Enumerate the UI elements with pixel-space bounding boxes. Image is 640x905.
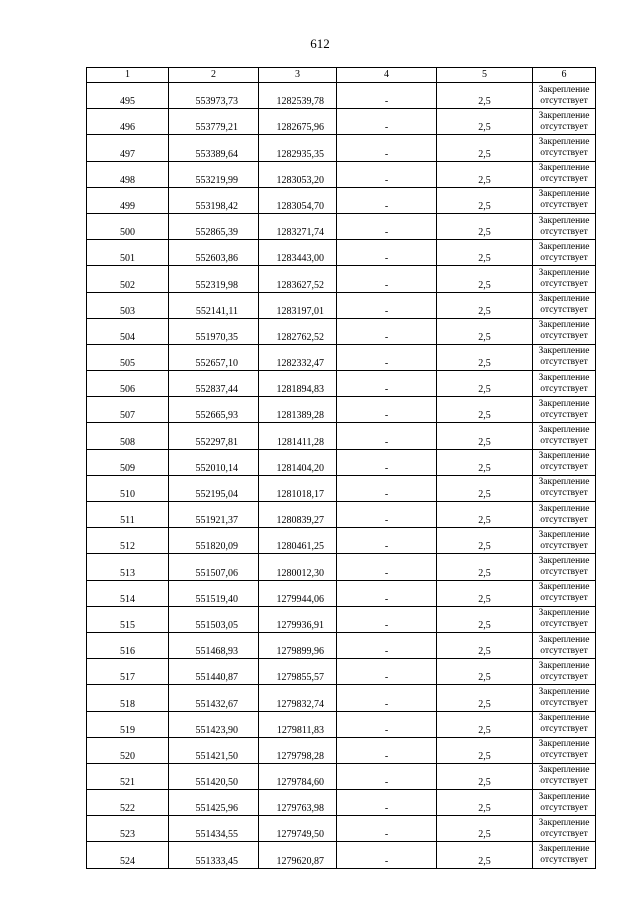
fixation-status-line-2: отсутствует <box>540 95 588 106</box>
y-coordinate: 1279811,83 <box>259 711 337 737</box>
point-number: 498 <box>87 161 169 187</box>
fixation-status-line-2: отсутствует <box>540 488 588 499</box>
point-number: 504 <box>87 318 169 344</box>
fixation-status <box>533 502 596 528</box>
y-coordinate: 1281018,17 <box>259 475 337 501</box>
accuracy-value: 2,5 <box>437 502 533 528</box>
y-coordinate: 1279784,60 <box>259 763 337 789</box>
col-4-value: - <box>337 842 437 868</box>
accuracy-value: 2,5 <box>437 109 533 135</box>
table-header-row <box>87 68 596 83</box>
x-coordinate: 551432,67 <box>169 685 259 711</box>
fixation-status-line-2: отсутствует <box>540 278 588 289</box>
accuracy-value: 2,5 <box>437 685 533 711</box>
fixation-status-line-1: Закрепление <box>538 294 590 305</box>
fixation-status-line-1: Закрепление <box>538 713 590 724</box>
table-row <box>87 580 596 606</box>
fixation-status-line-1: Закрепление <box>538 163 590 174</box>
accuracy-value: 2,5 <box>437 449 533 475</box>
point-number: 512 <box>87 528 169 554</box>
fixation-status-line-1: Закрепление <box>538 686 590 697</box>
y-coordinate: 1283197,01 <box>259 292 337 318</box>
point-number: 497 <box>87 135 169 161</box>
col-4-value: - <box>337 423 437 449</box>
y-coordinate: 1283054,70 <box>259 187 337 213</box>
fixation-status <box>533 161 596 187</box>
accuracy-value: 2,5 <box>437 475 533 501</box>
x-coordinate: 552297,81 <box>169 423 259 449</box>
point-number: 524 <box>87 842 169 868</box>
fixation-status-line-1: Закрепление <box>538 634 590 645</box>
fixation-status <box>533 685 596 711</box>
fixation-status-line-2: отсутствует <box>540 436 588 447</box>
fixation-status-line-1: Закрепление <box>538 110 590 121</box>
col-4-value: - <box>337 606 437 632</box>
fixation-status-line-1: Закрепление <box>538 477 590 488</box>
col-4-value: - <box>337 711 437 737</box>
col-4-value: - <box>337 397 437 423</box>
y-coordinate: 1281389,28 <box>259 397 337 423</box>
fixation-status <box>533 213 596 239</box>
fixation-status-line-2: отсутствует <box>540 724 588 735</box>
fixation-status-line-2: отсутствует <box>540 566 588 577</box>
accuracy-value: 2,5 <box>437 816 533 842</box>
accuracy-value: 2,5 <box>437 240 533 266</box>
table-row <box>87 737 596 763</box>
fixation-status-line-1: Закрепление <box>538 555 590 566</box>
fixation-status-line-1: Закрепление <box>538 267 590 278</box>
column-header-5: 5 <box>437 68 533 83</box>
fixation-status <box>533 737 596 763</box>
accuracy-value: 2,5 <box>437 580 533 606</box>
x-coordinate: 552195,04 <box>169 475 259 501</box>
table-row <box>87 344 596 370</box>
point-number: 496 <box>87 109 169 135</box>
accuracy-value: 2,5 <box>437 213 533 239</box>
point-number: 518 <box>87 685 169 711</box>
x-coordinate: 551507,06 <box>169 554 259 580</box>
table-row <box>87 109 596 135</box>
fixation-status-line-1: Закрепление <box>538 451 590 462</box>
fixation-status <box>533 423 596 449</box>
col-4-value: - <box>337 213 437 239</box>
table-row <box>87 842 596 868</box>
column-header-3: 3 <box>259 68 337 83</box>
point-number: 507 <box>87 397 169 423</box>
y-coordinate: 1283443,00 <box>259 240 337 266</box>
y-coordinate: 1281404,20 <box>259 449 337 475</box>
fixation-status-line-2: отсутствует <box>540 147 588 158</box>
fixation-status-line-2: отсутствует <box>540 409 588 420</box>
fixation-status-line-2: отсутствует <box>540 697 588 708</box>
point-number: 495 <box>87 83 169 109</box>
fixation-status-line-2: отсутствует <box>540 383 588 394</box>
x-coordinate: 552865,39 <box>169 213 259 239</box>
fixation-status <box>533 554 596 580</box>
accuracy-value: 2,5 <box>437 318 533 344</box>
accuracy-value: 2,5 <box>437 842 533 868</box>
fixation-status-line-1: Закрепление <box>538 136 590 147</box>
table-row <box>87 423 596 449</box>
point-number: 500 <box>87 213 169 239</box>
x-coordinate: 553219,99 <box>169 161 259 187</box>
table-row <box>87 187 596 213</box>
fixation-status-line-2: отсутствует <box>540 828 588 839</box>
col-4-value: - <box>337 266 437 292</box>
col-4-value: - <box>337 187 437 213</box>
y-coordinate: 1281894,83 <box>259 371 337 397</box>
fixation-status <box>533 606 596 632</box>
y-coordinate: 1283271,74 <box>259 213 337 239</box>
fixation-status-line-2: отсутствует <box>540 802 588 813</box>
table-row <box>87 502 596 528</box>
accuracy-value: 2,5 <box>437 632 533 658</box>
fixation-status-line-2: отсутствует <box>540 252 588 263</box>
fixation-status-line-1: Закрепление <box>538 503 590 514</box>
fixation-status-line-1: Закрепление <box>538 844 590 855</box>
table-row <box>87 266 596 292</box>
y-coordinate: 1279936,91 <box>259 606 337 632</box>
fixation-status <box>533 344 596 370</box>
fixation-status <box>533 528 596 554</box>
accuracy-value: 2,5 <box>437 606 533 632</box>
fixation-status-line-1: Закрепление <box>538 791 590 802</box>
x-coordinate: 552603,86 <box>169 240 259 266</box>
x-coordinate: 551519,40 <box>169 580 259 606</box>
point-number: 516 <box>87 632 169 658</box>
column-header-1: 1 <box>87 68 169 83</box>
point-number: 502 <box>87 266 169 292</box>
x-coordinate: 551423,90 <box>169 711 259 737</box>
fixation-status-line-2: отсутствует <box>540 226 588 237</box>
fixation-status-line-1: Закрепление <box>538 189 590 200</box>
table-row <box>87 554 596 580</box>
fixation-status-line-2: отсутствует <box>540 357 588 368</box>
accuracy-value: 2,5 <box>437 790 533 816</box>
point-number: 520 <box>87 737 169 763</box>
point-number: 501 <box>87 240 169 266</box>
point-number: 503 <box>87 292 169 318</box>
col-4-value: - <box>337 763 437 789</box>
page-number: 612 <box>310 36 330 51</box>
fixation-status <box>533 187 596 213</box>
fixation-status-line-2: отсутствует <box>540 671 588 682</box>
fixation-status-line-2: отсутствует <box>540 855 588 866</box>
table-row <box>87 816 596 842</box>
fixation-status-line-2: отсутствует <box>540 750 588 761</box>
col-4-value: - <box>337 632 437 658</box>
table-row <box>87 397 596 423</box>
fixation-status-line-2: отсутствует <box>540 776 588 787</box>
point-number: 517 <box>87 659 169 685</box>
table-row <box>87 318 596 344</box>
fixation-status-line-2: отсутствует <box>540 462 588 473</box>
col-4-value: - <box>337 371 437 397</box>
col-4-value: - <box>337 528 437 554</box>
fixation-status-line-1: Закрепление <box>538 398 590 409</box>
y-coordinate: 1282675,96 <box>259 109 337 135</box>
x-coordinate: 551468,93 <box>169 632 259 658</box>
y-coordinate: 1283627,52 <box>259 266 337 292</box>
fixation-status-line-1: Закрепление <box>538 529 590 540</box>
fixation-status <box>533 109 596 135</box>
point-number: 515 <box>87 606 169 632</box>
accuracy-value: 2,5 <box>437 554 533 580</box>
table-row <box>87 161 596 187</box>
table-row <box>87 528 596 554</box>
table-row <box>87 449 596 475</box>
y-coordinate: 1283053,20 <box>259 161 337 187</box>
fixation-status <box>533 397 596 423</box>
fixation-status-line-2: отсутствует <box>540 645 588 656</box>
table-row <box>87 790 596 816</box>
table-row <box>87 475 596 501</box>
fixation-status-line-2: отсутствует <box>540 514 588 525</box>
col-4-value: - <box>337 135 437 161</box>
fixation-status-line-1: Закрепление <box>538 425 590 436</box>
accuracy-value: 2,5 <box>437 423 533 449</box>
accuracy-value: 2,5 <box>437 292 533 318</box>
fixation-status <box>533 318 596 344</box>
x-coordinate: 551420,50 <box>169 763 259 789</box>
col-4-value: - <box>337 659 437 685</box>
y-coordinate: 1279855,57 <box>259 659 337 685</box>
y-coordinate: 1279763,98 <box>259 790 337 816</box>
point-number: 505 <box>87 344 169 370</box>
x-coordinate: 552141,11 <box>169 292 259 318</box>
x-coordinate: 551434,55 <box>169 816 259 842</box>
fixation-status-line-2: отсутствует <box>540 331 588 342</box>
x-coordinate: 552837,44 <box>169 371 259 397</box>
fixation-status-line-2: отсутствует <box>540 619 588 630</box>
table-row <box>87 371 596 397</box>
col-4-value: - <box>337 737 437 763</box>
col-4-value: - <box>337 685 437 711</box>
col-4-value: - <box>337 318 437 344</box>
fixation-status-line-1: Закрепление <box>538 817 590 828</box>
fixation-status-line-1: Закрепление <box>538 608 590 619</box>
fixation-status <box>533 83 596 109</box>
fixation-status-line-1: Закрепление <box>538 346 590 357</box>
point-number: 521 <box>87 763 169 789</box>
col-4-value: - <box>337 475 437 501</box>
fixation-status-line-1: Закрепление <box>538 739 590 750</box>
y-coordinate: 1282539,78 <box>259 83 337 109</box>
fixation-status <box>533 711 596 737</box>
col-4-value: - <box>337 344 437 370</box>
table-row <box>87 213 596 239</box>
x-coordinate: 551921,37 <box>169 502 259 528</box>
accuracy-value: 2,5 <box>437 659 533 685</box>
x-coordinate: 551421,50 <box>169 737 259 763</box>
point-number: 511 <box>87 502 169 528</box>
accuracy-value: 2,5 <box>437 528 533 554</box>
fixation-status <box>533 266 596 292</box>
table-row <box>87 659 596 685</box>
table-row <box>87 83 596 109</box>
col-4-value: - <box>337 554 437 580</box>
col-4-value: - <box>337 502 437 528</box>
table-row <box>87 763 596 789</box>
point-number: 519 <box>87 711 169 737</box>
fixation-status <box>533 632 596 658</box>
fixation-status-line-1: Закрепление <box>538 372 590 383</box>
fixation-status <box>533 449 596 475</box>
fixation-status-line-2: отсутствует <box>540 200 588 211</box>
col-4-value: - <box>337 449 437 475</box>
y-coordinate: 1282935,35 <box>259 135 337 161</box>
fixation-status-line-1: Закрепление <box>538 320 590 331</box>
x-coordinate: 552657,10 <box>169 344 259 370</box>
accuracy-value: 2,5 <box>437 371 533 397</box>
y-coordinate: 1279944,06 <box>259 580 337 606</box>
table-row <box>87 292 596 318</box>
y-coordinate: 1280461,25 <box>259 528 337 554</box>
fixation-status-line-2: отсутствует <box>540 121 588 132</box>
fixation-status-line-2: отсутствует <box>540 174 588 185</box>
y-coordinate: 1279620,87 <box>259 842 337 868</box>
table-row <box>87 135 596 161</box>
fixation-status-line-1: Закрепление <box>538 84 590 95</box>
y-coordinate: 1279798,28 <box>259 737 337 763</box>
y-coordinate: 1279832,74 <box>259 685 337 711</box>
fixation-status-line-1: Закрепление <box>538 241 590 252</box>
fixation-status <box>533 580 596 606</box>
point-number: 506 <box>87 371 169 397</box>
coordinates-table <box>86 67 596 869</box>
x-coordinate: 553973,73 <box>169 83 259 109</box>
col-4-value: - <box>337 83 437 109</box>
col-4-value: - <box>337 161 437 187</box>
table-row <box>87 711 596 737</box>
accuracy-value: 2,5 <box>437 161 533 187</box>
fixation-status-line-1: Закрепление <box>538 215 590 226</box>
column-header-4: 4 <box>337 68 437 83</box>
x-coordinate: 553389,64 <box>169 135 259 161</box>
y-coordinate: 1282762,52 <box>259 318 337 344</box>
accuracy-value: 2,5 <box>437 344 533 370</box>
point-number: 514 <box>87 580 169 606</box>
y-coordinate: 1279899,96 <box>259 632 337 658</box>
fixation-status <box>533 371 596 397</box>
x-coordinate: 551503,05 <box>169 606 259 632</box>
x-coordinate: 552665,93 <box>169 397 259 423</box>
col-4-value: - <box>337 292 437 318</box>
point-number: 499 <box>87 187 169 213</box>
fixation-status <box>533 659 596 685</box>
fixation-status-line-1: Закрепление <box>538 582 590 593</box>
x-coordinate: 552010,14 <box>169 449 259 475</box>
point-number: 523 <box>87 816 169 842</box>
fixation-status-line-1: Закрепление <box>538 765 590 776</box>
accuracy-value: 2,5 <box>437 83 533 109</box>
table-row <box>87 632 596 658</box>
y-coordinate: 1280012,30 <box>259 554 337 580</box>
accuracy-value: 2,5 <box>437 711 533 737</box>
column-header-6: 6 <box>533 68 596 83</box>
fixation-status <box>533 240 596 266</box>
point-number: 509 <box>87 449 169 475</box>
column-header-2: 2 <box>169 68 259 83</box>
point-number: 522 <box>87 790 169 816</box>
accuracy-value: 2,5 <box>437 737 533 763</box>
accuracy-value: 2,5 <box>437 187 533 213</box>
y-coordinate: 1279749,50 <box>259 816 337 842</box>
col-4-value: - <box>337 790 437 816</box>
x-coordinate: 553779,21 <box>169 109 259 135</box>
fixation-status <box>533 475 596 501</box>
fixation-status <box>533 790 596 816</box>
col-4-value: - <box>337 240 437 266</box>
x-coordinate: 551970,35 <box>169 318 259 344</box>
x-coordinate: 551425,96 <box>169 790 259 816</box>
fixation-status-line-2: отсутствует <box>540 593 588 604</box>
x-coordinate: 553198,42 <box>169 187 259 213</box>
fixation-status-line-2: отсутствует <box>540 540 588 551</box>
point-number: 513 <box>87 554 169 580</box>
fixation-status <box>533 842 596 868</box>
x-coordinate: 551440,87 <box>169 659 259 685</box>
fixation-status-line-2: отсутствует <box>540 305 588 316</box>
fixation-status-line-1: Закрепление <box>538 660 590 671</box>
table-row <box>87 240 596 266</box>
table-row <box>87 606 596 632</box>
x-coordinate: 551333,45 <box>169 842 259 868</box>
fixation-status <box>533 292 596 318</box>
col-4-value: - <box>337 816 437 842</box>
x-coordinate: 551820,09 <box>169 528 259 554</box>
accuracy-value: 2,5 <box>437 763 533 789</box>
accuracy-value: 2,5 <box>437 135 533 161</box>
point-number: 508 <box>87 423 169 449</box>
table-row <box>87 685 596 711</box>
x-coordinate: 552319,98 <box>169 266 259 292</box>
col-4-value: - <box>337 109 437 135</box>
y-coordinate: 1281411,28 <box>259 423 337 449</box>
y-coordinate: 1282332,47 <box>259 344 337 370</box>
y-coordinate: 1280839,27 <box>259 502 337 528</box>
accuracy-value: 2,5 <box>437 397 533 423</box>
col-4-value: - <box>337 580 437 606</box>
fixation-status <box>533 763 596 789</box>
fixation-status <box>533 816 596 842</box>
fixation-status <box>533 135 596 161</box>
accuracy-value: 2,5 <box>437 266 533 292</box>
point-number: 510 <box>87 475 169 501</box>
table-body <box>87 83 596 869</box>
